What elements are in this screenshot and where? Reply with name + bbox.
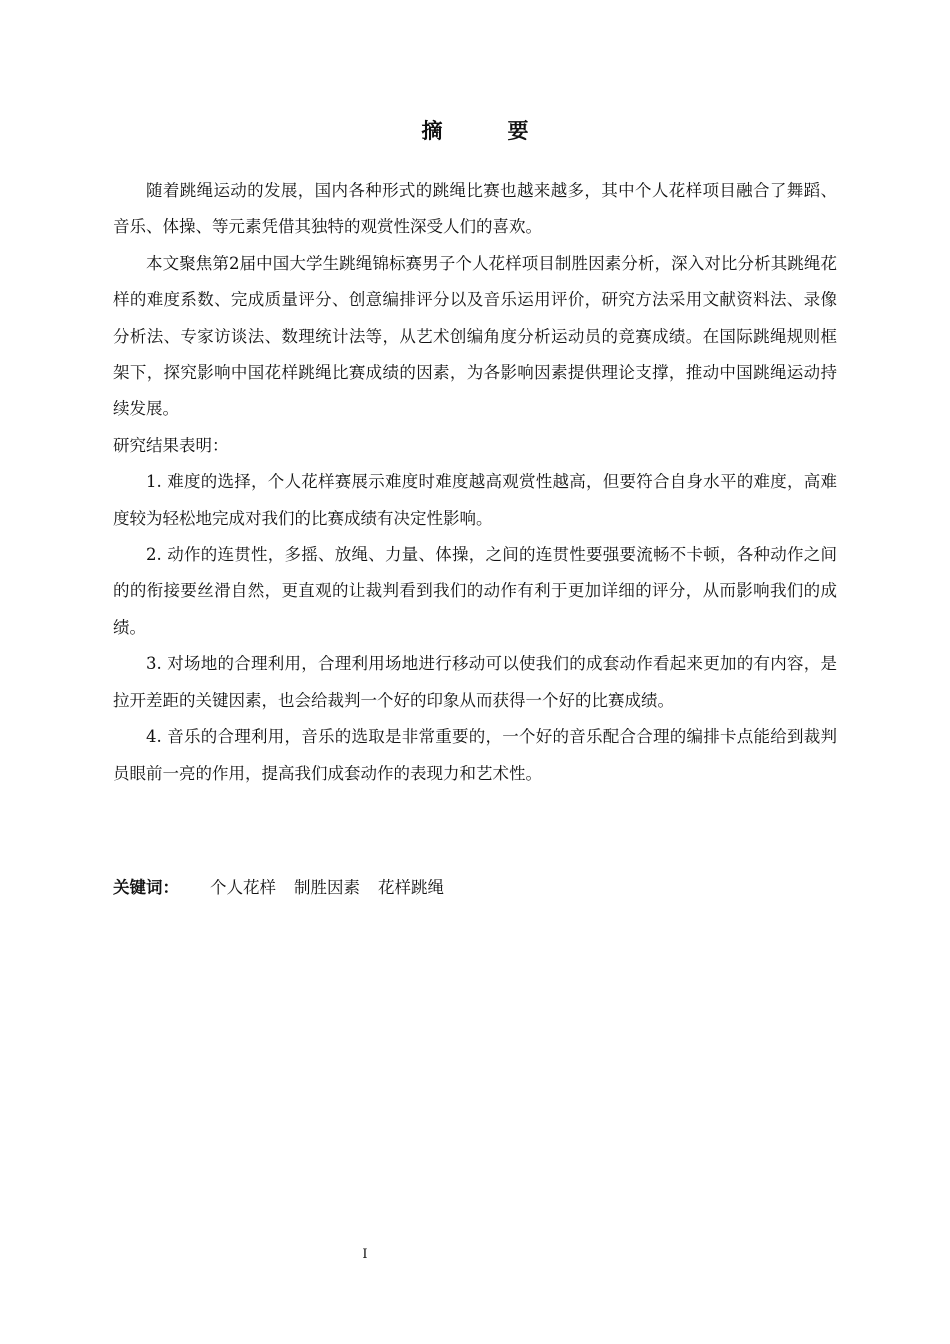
paragraph-focus: 本文聚焦第2届中国大学生跳绳锦标赛男子个人花样项目制胜因素分析，深入对比分析其跳绳花样的难度系数、完成质量评分、创意编排评分以及音乐运用评价，研究方法采用文献资料法、录像分析法、专家访谈法、数理统计法等，从艺术创编角度分析运动员的竞赛成绩。在国际跳绳规则框架下，探究影响中国花样跳绳比赛成绩的因素，为各影响因素提供理论支撑，推动中国跳绳运动持续发展。 <box>113 253 837 419</box>
page-title: 摘 要 <box>421 119 551 143</box>
abstract-body <box>113 173 837 792</box>
paragraph-result-1: 1. 难度的选择，个人花样赛展示难度时难度越高观赏性越高，但要符合自身水平的难度，高难度较为轻松地完成对我们的比赛成绩有决定性影响。 <box>113 472 837 528</box>
paragraph-results-heading: 研究结果表明： <box>113 435 229 455</box>
paragraph-intro: 随着跳绳运动的发展，国内各种形式的跳绳比赛也越来越多，其中个人花样项目融合了舞蹈、音乐、体操、等元素凭借其独特的观赏性深受人们的喜欢。 <box>113 181 837 237</box>
paragraph-result-4: 4. 音乐的合理利用，音乐的选取是非常重要的，一个好的音乐配合合理的编排卡点能给到裁判员眼前一亮的作用，提高我们成套动作的表现力和艺术性。 <box>113 727 837 783</box>
page-number: I <box>362 1247 368 1262</box>
paragraph-result-3: 3. 对场地的合理利用，合理利用场地进行移动可以使我们的成套动作看起来更加的有内容，是拉开差距的关键因素，也会给裁判一个好的印象从而获得一个好的比赛成绩。 <box>113 654 837 710</box>
keyword-item: 个人花样 <box>210 878 276 897</box>
keyword-item: 制胜因素 <box>294 878 360 897</box>
keyword-item: 花样跳绳 <box>378 878 444 897</box>
keywords-line <box>113 870 462 906</box>
paragraph-result-2: 2. 动作的连贯性，多摇、放绳、力量、体操，之间的连贯性要强要流畅不卡顿，各种动作之间的的衔接要丝滑自然，更直观的让裁判看到我们的动作有利于更加详细的评分，从而影响我们的成绩。 <box>113 545 837 637</box>
keywords-label: 关键词： <box>113 878 179 897</box>
